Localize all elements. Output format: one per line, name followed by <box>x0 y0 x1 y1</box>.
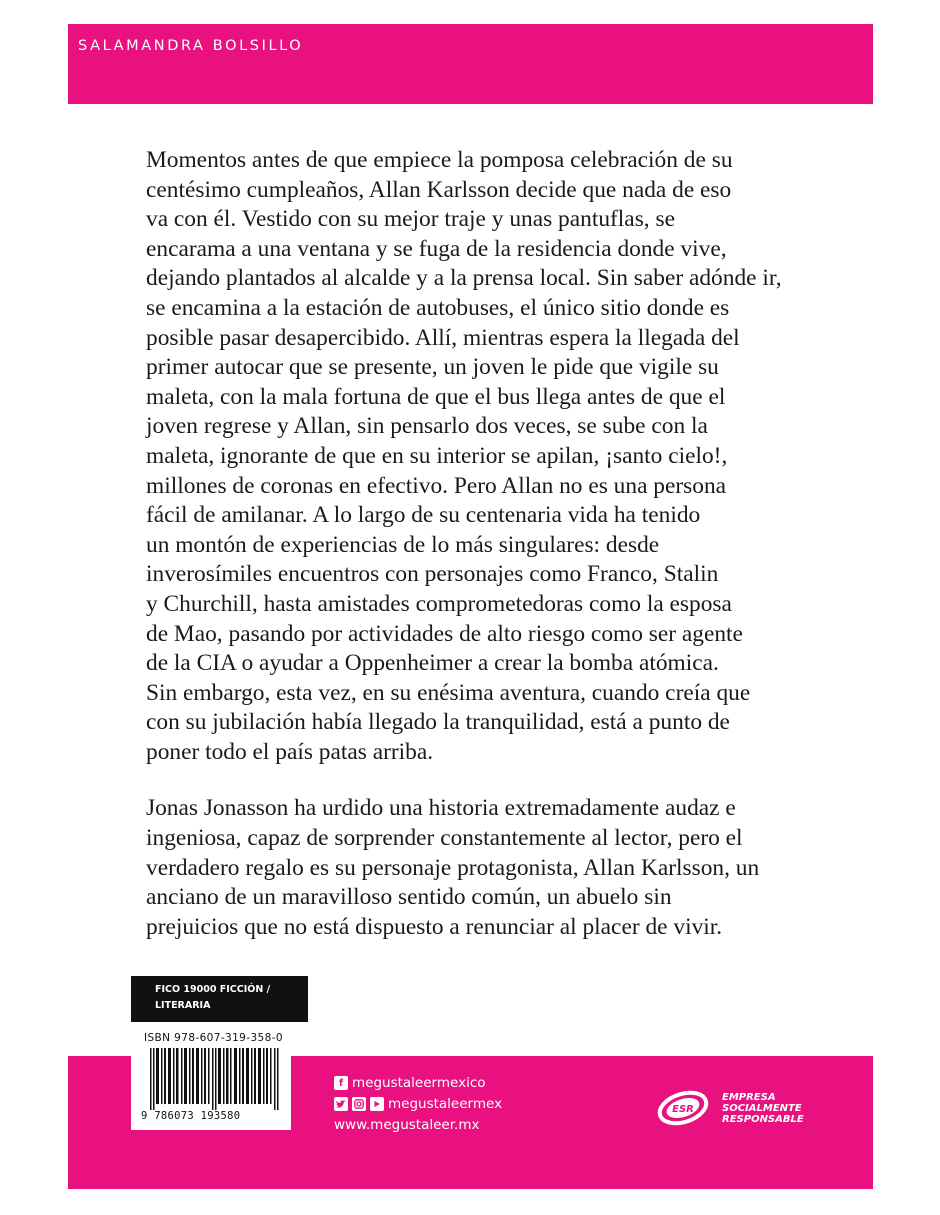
blurb-line: millones de coronas en efectivo. Pero Allan no es una persona <box>146 472 727 499</box>
blurb-line: y Churchill, hasta amistades comprometedoras como la esposa <box>146 590 732 617</box>
blurb-line: de la CIA o ayudar a Oppenheimer a crear la bomba atómica. <box>146 650 719 677</box>
category-line-1: FICO 19000 FICCIÓN / <box>155 984 271 995</box>
social-media-row[interactable] <box>334 1094 502 1114</box>
blurb-line: Sin embargo, esta vez, en su enésima aventura, cuando creía que <box>146 679 751 706</box>
top-brand-band <box>68 24 873 104</box>
blurb-line: maleta, ignorante de que en su interior se apilan, ¡santo cielo!, <box>146 442 728 469</box>
blurb-line: Momentos antes de que empiece la pomposa celebración de su <box>146 147 733 173</box>
blurb-line: primer autocar que se presente, un joven le pide que vigile su <box>146 354 719 381</box>
blurb-line: poner todo el país patas arriba. <box>146 738 434 765</box>
svg-text:ESR: ESR <box>672 1104 694 1115</box>
blurb-line: con su jubilación había llegado la tranquilidad, está a punto de <box>146 709 730 736</box>
blurb-line: ingeniosa, capaz de sorprender constantemente al lector, pero el <box>146 825 743 852</box>
back-cover-blurb <box>146 146 806 969</box>
facebook-row[interactable] <box>334 1073 502 1093</box>
esr-badge <box>654 1086 804 1130</box>
blurb-line: dejando plantados al alcalde y a la prensa local. Sin saber adónde ir, <box>146 265 782 292</box>
blurb-paragraph-1 <box>146 146 806 767</box>
esr-line-1: EMPRESA <box>722 1091 776 1103</box>
blurb-line: prejuicios que no está dispuesto a renunciar al placer de vivir. <box>146 913 723 940</box>
category-line-2: LITERARIA <box>155 1000 211 1011</box>
barcode-digits: 9 786073 193580 <box>141 1110 241 1122</box>
blurb-line: se encamina a la estación de autobuses, el único sitio donde es <box>146 294 730 321</box>
twitter-icon <box>334 1097 348 1111</box>
facebook-icon: f <box>334 1076 348 1090</box>
blurb-line: centésimo cumpleaños, Allan Karlsson decide que nada de eso <box>146 176 732 203</box>
blurb-paragraph-2 <box>146 794 806 942</box>
instagram-icon <box>352 1097 366 1111</box>
youtube-icon <box>370 1097 384 1111</box>
blurb-line: anciano de un maravilloso sentido común, un abuelo sin <box>146 884 672 911</box>
blurb-line: encarama a una ventana y se fuga de la residencia donde vive, <box>146 235 727 262</box>
blurb-line: de Mao, pasando por actividades de alto riesgo como ser agente <box>146 620 743 647</box>
esr-text <box>722 1092 804 1125</box>
blurb-line: maleta, con la mala fortuna de que el bus llega antes de que el <box>146 383 726 410</box>
blurb-line: un montón de experiencias de lo más singulares: desde <box>146 531 660 558</box>
barcode-graphic <box>150 1048 282 1110</box>
social-handle[interactable]: megustaleermex <box>388 1096 503 1112</box>
blurb-line: inverosímiles encuentros con personajes como Franco, Stalin <box>146 561 719 588</box>
esr-line-2: SOCIALMENTE <box>722 1102 802 1114</box>
blurb-line: va con él. Vestido con su mejor traje y unas pantuflas, se <box>146 206 675 233</box>
blurb-line: joven regrese y Allan, sin pensarlo dos veces, se sube con la <box>146 413 708 440</box>
website-link[interactable]: www.megustaleer.mx <box>334 1117 480 1133</box>
category-box <box>131 976 308 1022</box>
series-label: SALAMANDRA BOLSILLO <box>78 38 304 54</box>
isbn-label: ISBN 978-607-319-358-0 <box>144 1032 283 1044</box>
social-links <box>334 1073 502 1136</box>
blurb-line: Jonas Jonasson ha urdido una historia extremadamente audaz e <box>146 795 736 822</box>
website-row[interactable] <box>334 1115 502 1135</box>
blurb-line: verdadero regalo es su personaje protagonista, Allan Karlsson, un <box>146 854 760 881</box>
esr-line-3: RESPONSABLE <box>722 1113 804 1125</box>
facebook-handle[interactable]: megustaleermexico <box>352 1075 486 1091</box>
esr-logo <box>654 1086 712 1130</box>
blurb-line: fácil de amilanar. A lo largo de su centenaria vida ha tenido <box>146 502 701 529</box>
blurb-line: posible pasar desapercibido. Allí, mientras espera la llegada del <box>146 324 740 351</box>
